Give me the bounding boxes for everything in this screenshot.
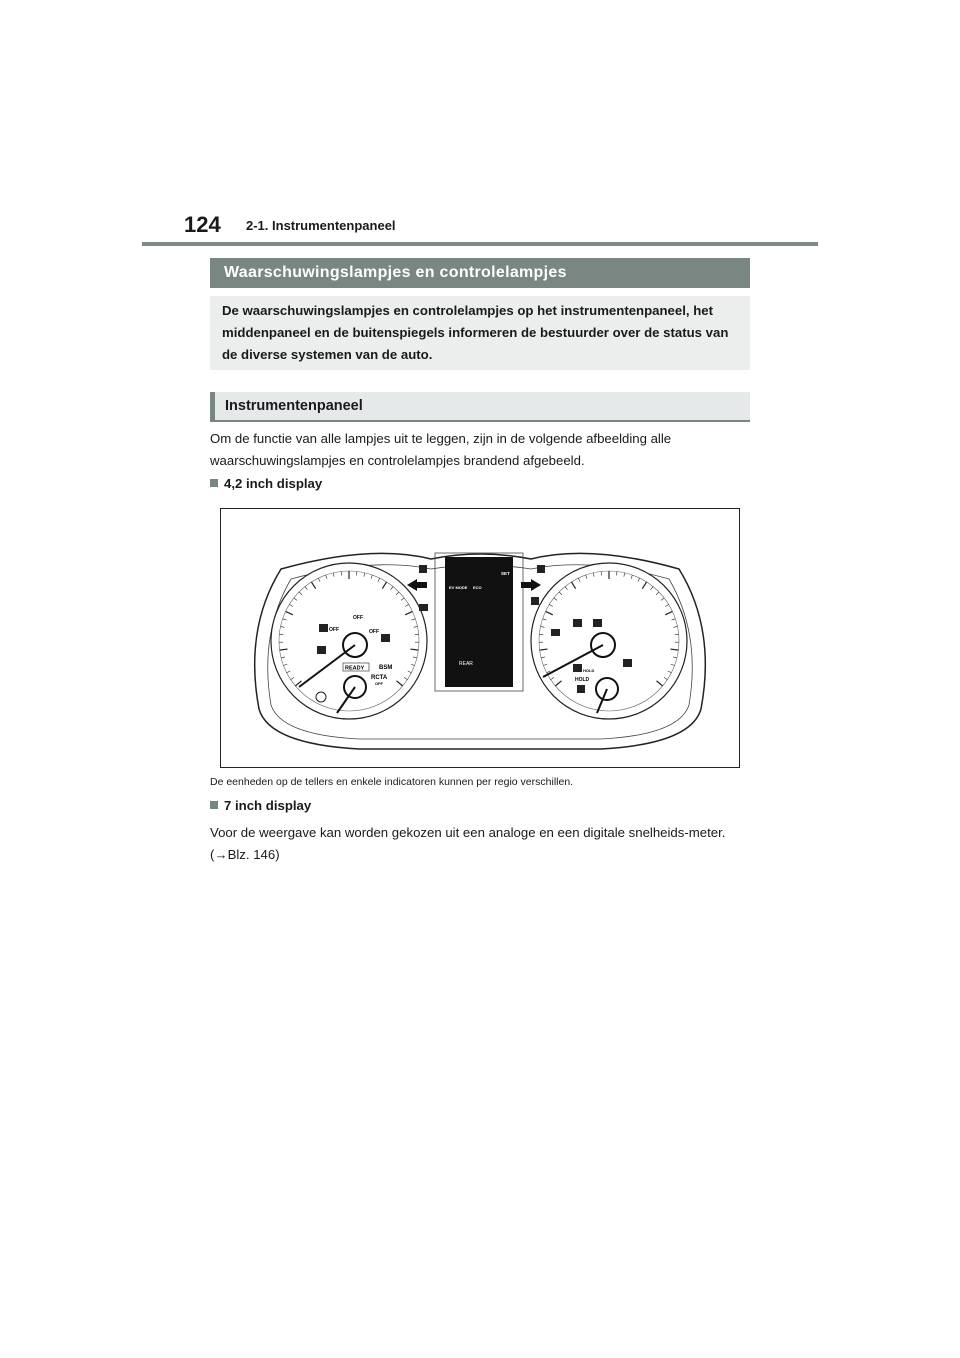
bullet-square-icon [210, 479, 218, 487]
label-bsm: BSM [379, 665, 393, 671]
indicator-icon [551, 629, 560, 636]
header-rule [142, 242, 818, 246]
label-rear: REAR [459, 661, 473, 667]
label-hold-small: HOLD [583, 668, 595, 673]
label-off-left: OFF [329, 627, 339, 633]
page-number: 124 [184, 212, 221, 237]
bullet-square-icon [210, 801, 218, 809]
bullet-7-inch [210, 798, 311, 813]
indicator-icon [319, 624, 328, 632]
subsection-rule [210, 420, 750, 422]
bullet-42-inch [210, 476, 322, 491]
label-off-right: OFF [369, 629, 379, 635]
right-turn-arrow-icon [521, 579, 541, 591]
indicator-icon [381, 634, 390, 642]
figure-caption: De eenheden op de tellers en enkele indicatoren kunnen per regio verschillen. [210, 776, 574, 788]
label-off-mid: OFF [353, 615, 363, 621]
indicator-icon [623, 659, 632, 667]
intro-box: De waarschuwingslampjes en controlelampjes op het instrumentenpaneel, het middenpaneel en de buitenspiegels informeren de bestuurder over de status van de diverse systemen van de auto. [210, 296, 750, 370]
center-lcd [445, 557, 513, 687]
subsection-title: Instrumentenpaneel [210, 392, 750, 420]
label-rcta-off: OFF [375, 681, 383, 686]
display-7-paragraph: Voor de weergave kan worden gekozen uit een analoge en een digitale snelheids-meter. (→Blz. 146) [210, 825, 726, 862]
instrument-panel-figure [220, 508, 740, 768]
label-rcta: RCTA [371, 675, 388, 681]
chapter-title: 2-1. Instrumentenpaneel [246, 218, 396, 233]
bullet-label: 7 inch display [224, 798, 312, 813]
indicator-icon [593, 619, 602, 627]
indicator-icon [573, 664, 582, 672]
left-turn-arrow-icon [407, 579, 427, 591]
instrument-cluster-illustration [221, 509, 739, 767]
bullet-label: 4,2 inch display [224, 476, 323, 491]
label-eco: ECO [473, 585, 482, 590]
indicator-icon [531, 597, 539, 605]
indicator-icon [537, 565, 545, 573]
label-ev-mode: EV MODE [449, 585, 468, 590]
indicator-icon [419, 565, 427, 573]
intro-paragraph: Om de functie van alle lampjes uit te leggen, zijn in de volgende afbeelding alle waarschuwingslampjes en controlelampjes brandend afgebeeld. [210, 431, 672, 468]
label-hold: HOLD [575, 677, 590, 683]
label-ready: READY [345, 665, 365, 672]
label-set: SET [501, 571, 510, 576]
indicator-icon [419, 604, 428, 611]
indicator-icon [577, 685, 585, 693]
indicator-icon [573, 619, 582, 627]
indicator-icon [317, 646, 326, 654]
section-title: Waarschuwingslampjes en controlelampjes [210, 258, 750, 288]
